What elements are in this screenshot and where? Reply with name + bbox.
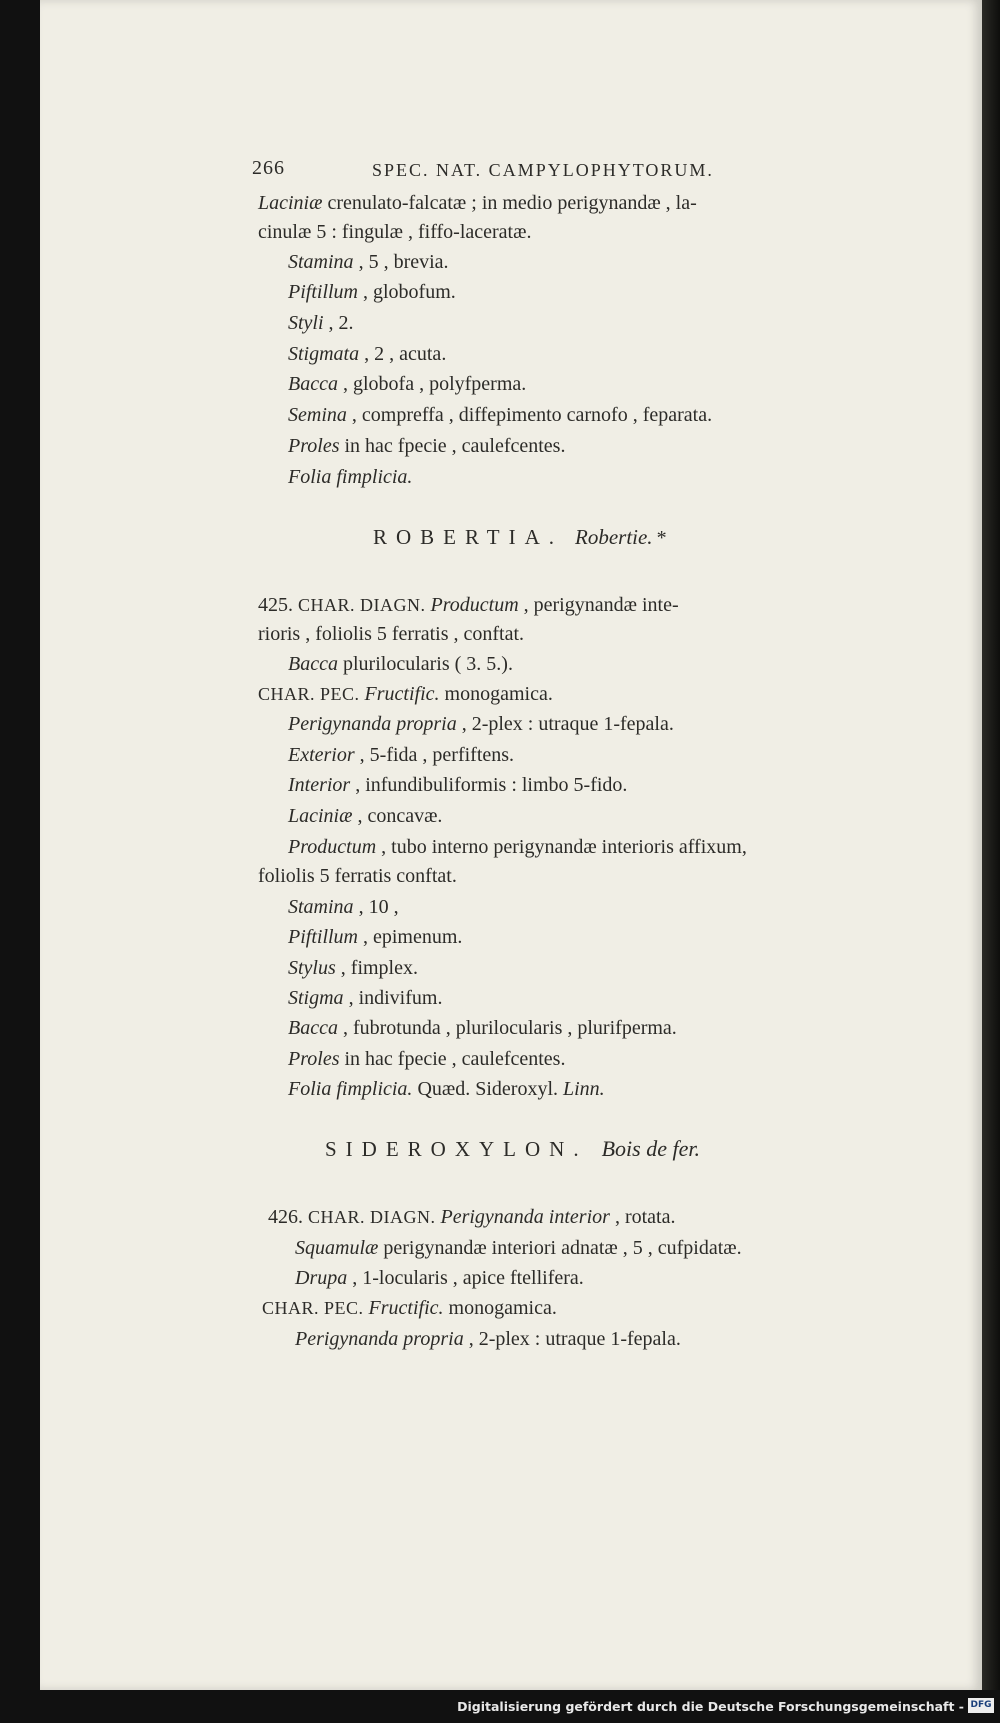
- text-line: [288, 1077, 605, 1101]
- description: , 10 ,: [353, 896, 399, 918]
- genus-name: SIDEROXYLON.: [325, 1137, 588, 1161]
- term: Laciniæ: [288, 805, 353, 827]
- page-edge: [982, 0, 1000, 1690]
- text-line: [288, 652, 513, 676]
- term: Perigynanda propria: [295, 1328, 464, 1350]
- diagnosis-line: [268, 1205, 675, 1229]
- description: monogamica.: [443, 1297, 557, 1319]
- description: , 5 , brevia.: [353, 251, 449, 273]
- digitization-footer: [0, 1690, 1000, 1723]
- text-line: [288, 403, 712, 427]
- description: , fimplex.: [335, 957, 418, 979]
- term: Bacca: [288, 653, 338, 675]
- term: Stamina: [288, 251, 354, 273]
- text-line: [288, 743, 514, 767]
- page-number: 266: [252, 157, 285, 179]
- term: Folia fimplicia.: [288, 466, 413, 488]
- term: Exterior: [288, 744, 355, 766]
- text-line: [258, 191, 697, 215]
- description: in hac fpecie , caulefcentes.: [339, 1048, 566, 1070]
- description: , infundibuliformis : limbo 5-fido.: [350, 774, 628, 796]
- description: , epimenum.: [358, 926, 463, 948]
- term: Semina: [288, 404, 347, 426]
- description: , indivifum.: [343, 987, 443, 1009]
- vernacular-name: Bois de fer.: [601, 1136, 700, 1161]
- author-abbrev: Linn.: [563, 1078, 605, 1100]
- genus-heading: [373, 525, 667, 550]
- text-line: [258, 622, 524, 646]
- vernacular-name: Robertie.: [575, 525, 653, 549]
- text-line: [258, 220, 531, 244]
- description: in hac fpecie , caulefcentes.: [339, 435, 566, 457]
- term: Stylus: [288, 957, 336, 979]
- char-pec-label: CHAR. PEC.: [258, 684, 360, 704]
- term: Bacca: [288, 373, 338, 395]
- char-diagn-label: CHAR. DIAGN.: [298, 595, 426, 615]
- section-number: 426.: [268, 1206, 303, 1228]
- description: , tubo interno perigynandæ interioris affixum,: [376, 836, 747, 858]
- term: Interior: [288, 774, 351, 796]
- text-line: [288, 956, 418, 980]
- text-line: [288, 1016, 677, 1040]
- term: Productum: [430, 594, 519, 616]
- term: Bacca: [288, 1017, 338, 1039]
- term: Drupa: [295, 1267, 348, 1289]
- text-line: [288, 895, 399, 919]
- text-line: [288, 925, 462, 949]
- char-pec-label: CHAR. PEC.: [262, 1298, 364, 1318]
- description: , concavæ.: [352, 805, 443, 827]
- text-line: [288, 773, 627, 797]
- text-line: [295, 1327, 681, 1351]
- description: plurilocularis ( 3. 5.).: [337, 653, 513, 675]
- term: Fructific.: [368, 1297, 444, 1319]
- char-pec-line: [262, 1296, 557, 1320]
- section-number: 425.: [258, 594, 293, 616]
- description: rioris , foliolis 5 ferratis , conftat.: [258, 623, 525, 645]
- description: Quæd. Sideroxyl.: [412, 1078, 563, 1100]
- description: , 5-fida , perfiftens.: [354, 744, 515, 766]
- description: monogamica.: [439, 683, 553, 705]
- description: , 1-locularis , apice ftellifera.: [347, 1267, 584, 1289]
- description: cinulæ 5 : fingulæ , fiffo-laceratæ.: [258, 221, 532, 243]
- description: , perigynandæ inte-: [518, 594, 679, 616]
- text-line: [295, 1236, 742, 1260]
- description: crenulato-falcatæ ; in medio perigynandæ , la-: [322, 192, 697, 214]
- term: Styli: [288, 312, 324, 334]
- description: , fubrotunda , plurilocularis , plurifperma.: [337, 1017, 677, 1039]
- description: , 2.: [323, 312, 354, 334]
- diagnosis-line: [258, 593, 679, 617]
- text-line: [288, 712, 674, 736]
- text-line: [288, 280, 456, 304]
- term: Laciniæ: [258, 192, 323, 214]
- running-title: SPEC. NAT. CAMPYLOPHYTORUM.: [372, 160, 714, 180]
- term: Productum: [288, 836, 377, 858]
- term: Perigynanda interior: [440, 1206, 610, 1228]
- text-line: [288, 1047, 565, 1071]
- text-line: [288, 250, 449, 274]
- book-page: [40, 0, 982, 1690]
- text-line: [295, 1266, 584, 1290]
- term: Piftillum: [288, 281, 358, 303]
- description: , globofa , polyfperma.: [337, 373, 527, 395]
- term: Stigmata: [288, 343, 360, 365]
- term: Proles: [288, 1048, 340, 1070]
- footer-text: Digitalisierung gefördert durch die Deutsche Forschungsgemeinschaft -: [457, 1699, 964, 1714]
- genus-heading: [325, 1137, 700, 1162]
- term: Stigma: [288, 987, 344, 1009]
- term: Squamulæ: [295, 1237, 379, 1259]
- genus-name: ROBERTIA.: [373, 525, 563, 549]
- term: Fructific.: [364, 683, 440, 705]
- dfg-logo: DFG: [968, 1698, 994, 1713]
- char-pec-line: [258, 682, 553, 706]
- term: Folia fimplicia.: [288, 1078, 413, 1100]
- text-line: [258, 864, 457, 888]
- char-diagn-label: CHAR. DIAGN.: [308, 1207, 436, 1227]
- text-line: [288, 342, 446, 366]
- text-line: [288, 311, 354, 335]
- description: , 2 , acuta.: [359, 343, 447, 365]
- description: , compreffa , diffepimento carnofo , feparata.: [346, 404, 713, 426]
- term: Piftillum: [288, 926, 358, 948]
- asterisk: *: [656, 527, 667, 549]
- description: , globofum.: [358, 281, 456, 303]
- description: perigynandæ interiori adnatæ , 5 , cufpidatæ.: [378, 1237, 742, 1259]
- text-line: [288, 804, 442, 828]
- description: , 2-plex : utraque 1-fepala.: [463, 1328, 681, 1350]
- term: Stamina: [288, 896, 354, 918]
- description: , 2-plex : utraque 1-fepala.: [456, 713, 674, 735]
- text-line: [288, 372, 526, 396]
- term: Proles: [288, 435, 340, 457]
- text-line: [288, 835, 747, 859]
- text-line: [288, 986, 442, 1010]
- description: foliolis 5 ferratis conftat.: [258, 865, 457, 887]
- text-line: [288, 434, 565, 458]
- text-line: [288, 465, 412, 489]
- description: , rotata.: [609, 1206, 676, 1228]
- term: Perigynanda propria: [288, 713, 457, 735]
